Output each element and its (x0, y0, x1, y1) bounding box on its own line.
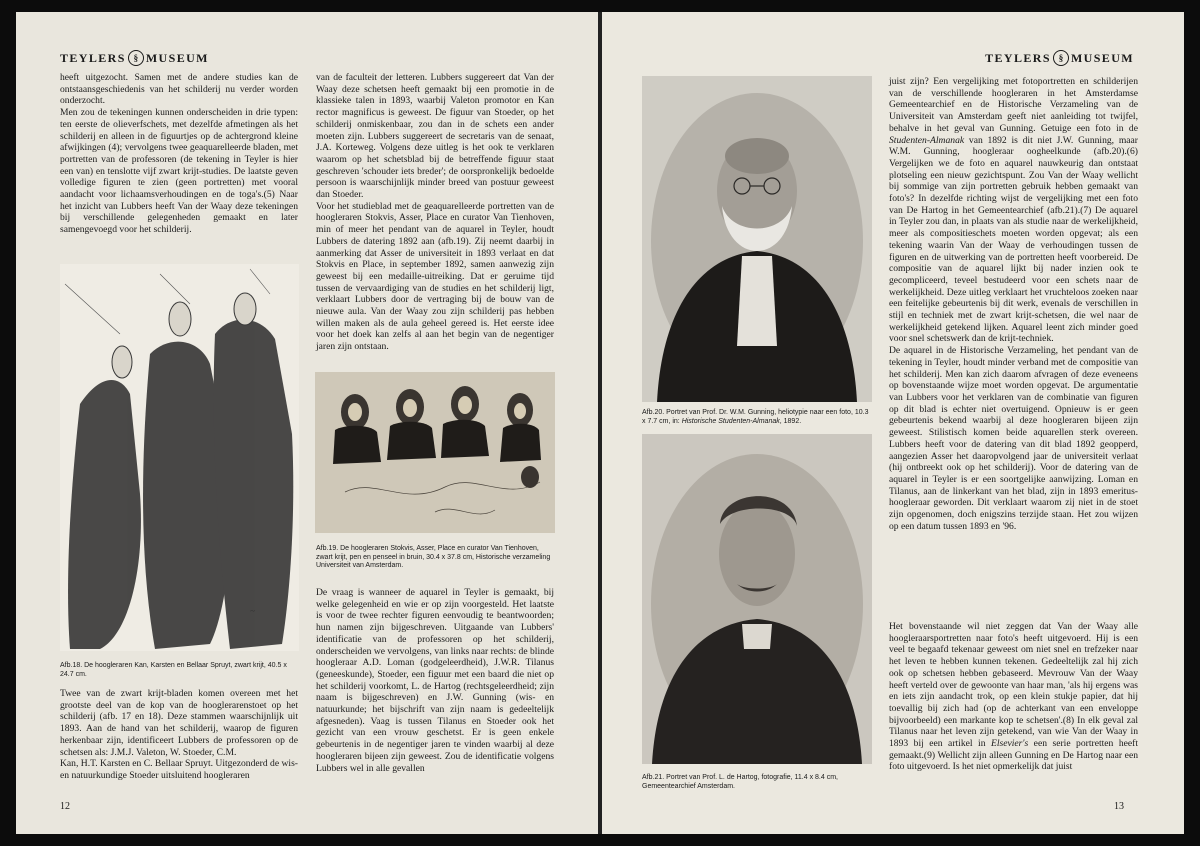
paragraph: heeft uitgezocht. Samen met de andere studies kan de ontstaansgeschiedenis van het schilderij nu verder worden onderzocht. (60, 72, 298, 107)
de-hartog-portrait (642, 434, 872, 764)
svg-text:~: ~ (250, 606, 255, 616)
logo-emblem-icon: § (128, 50, 144, 66)
paragraph: De aquarel in de Historische Verzameling, het pendant van de tekening in Teyler, houdt minder verband met de compositie van het schilderij. Men kan zich daarom afvragen of deze eveneens op bovenstaande wijze moet worden opgevat. De argumentatie van Lubbers voor het verklaren van de combinatie van figuren op dit blad is echter niet overtuigend. Opnieuw is er geen gebeurtenis bekend waarbij al deze hoogleraren bijeen zijn geweest. Stilistisch komen beide aquarellen sterk overeen. Lubbers heeft voor de datering van dit blad 1892 geopperd, aangezien Asser het daaropvolgend jaar de universiteit verlaat (hij ontbreekt ook op het schilderij). Voor de datering van de aquarel in Teyler is er een soortgelijke aanwijzing. Loman en Tilanus, aan de linkerkant van het blad, zijn in 1893 emeritus-hoogleraar geworden. Dit verklaart waarom zij niet in de stoet zijn opgenomen, doch enigszins terzijde staan. Het zou wijzen op een datum tussen 1893 en '96. (889, 345, 1138, 532)
caption-text: Afb.20. Portret van Prof. Dr. W.M. Gunning, heliotypie naar een foto, 10.3 x 7.7 cm, in: (642, 409, 869, 425)
figure-18-caption: Afb.18. De hoogleraren Kan, Karsten en Bellaar Spruyt, zwart krijt, 40.5 x 24.7 cm. (60, 662, 287, 678)
left-column-2-bottom (316, 587, 554, 774)
professors-sketch-drawing (60, 264, 299, 651)
paragraph: Men zou de tekeningen kunnen onderscheiden in drie typen: ten eerste de olieverfschets, met dezelfde afmetingen als het schilderij en alleen in de figuurtjes op de achtergrond kleine afwijkingen (4); vervolgens twee geaquarelleerde bladen, met portretten van de professoren (de tekening in Teyler is hier een van) en tenslotte vijf zwart krijt-studies. De laatste geven volledige figuren te zien (geen portretten) met vooral aandacht voor lichaamsverhoudingen en de toga's.(5) Naar het inzicht van Lubbers heeft Van der Waay deze tekeningen bij verschillende gelegenheden gemaakt en later samengevoegd voor het schilderij. (60, 107, 298, 236)
paragraph: van de faculteit der letteren. Lubbers suggereert dat Van der Waay deze schetsen heeft gemaakt bij een promotie in de klassieke talen in 1893, waarbij Valeton promotor en Kan rector magnificus is geweest. De figuur van Stoeder, op het schilderij onmiskenbaar, zou dan in de schets een ander moeten zijn. Lubbers suggereert de secretaris van de senaat, J.A. Korteweg. Volgens deze uitleg is het ook te verklaren waarom op het schetsblad bij de betreffende figuur staat geschreven 'schouder iets breder'; de oorspronkelijk bedoelde persoon is waarschijnlijk minder breed van postuur geweest dan Stoeder. (316, 72, 554, 201)
paragraph: Twee van de zwart krijt-bladen komen overeen met het grootste deel van de kop van de hooglerarenstoet op het schilderij (afb. 17 en 18). Deze stammen waarschijnlijk uit 1893. Aan de hand van het schilderij, waarop de figuren herkenbaar zijn, identificeert Lubbers de professoren op de schetsen als: J.M.J. Valeton, W. Stoeder, C.M. (60, 688, 298, 758)
logo-text-teylers: TEYLERS (60, 50, 126, 65)
portrait-studies-drawing (315, 372, 555, 533)
figure-20-portrait-photo (642, 76, 872, 402)
right-column-bottom (889, 621, 1138, 773)
page-number: 12 (60, 801, 70, 812)
figure-19-caption: Afb.19. De hoogleraren Stokvis, Asser, Place en curator Van Tienhoven, zwart krijt, pen en penseel in bruin, 30.4 x 37.8 cm, Historische verzameling Universiteit van Amsterdam. (316, 545, 551, 570)
logo-emblem-icon: § (1053, 50, 1069, 66)
caption-text: , 1892. (779, 417, 802, 425)
paragraph-text: van 1892 is dit niet J.W. Gunning, maar W.M. Gunning, hoogleraar oogheelkunde (afb.20).(6) Vergelijken we de foto en aquarel nauwkeurig dan ontstaat plotseling een nieuw gezichtspunt. Zou Van der Waay wellicht bij sommige van zijn portretten gebruik hebben gemaakt van foto's? In dezelfde richting wijst de vergelijking met een foto van De Hartog in het Gemeentearchief (afb.21).(7) De aquarel in Teyler zou dan, in plaats van als studie naar de werkelijkheid, meer als compositieschets moeten worden opgevat; als een tekening waarin Van der Waay de verhoudingen tussen de figuren en de uitwerking van de portretten heeft voorbereid. De compositie van de aquarel lijkt bij nader inzien ook te gecompliceerd, teveel bestudeerd voor een schets naar de werkelijkheid. Deze uitleg verklaart het vruchteloos zoeken naar een feitelijke gebeurtenis bij dit werk, evenals de verschillen in stijl en techniek met de zwart krijt-schetsen, die wel naar de werkelijkheid getekend lijken. Aquarel leent zich minder goed voor snel schetswerk dan de krijt-techniek. (889, 134, 1138, 345)
paragraph: Voor het studieblad met de geaquarelleerde portretten van de hoogleraren Stokvis, Asser, Place en curator Van Tienhoven, min of meer het pendant van de aquarel in Teyler, houdt Lubbers de datering 1892 aan (afb.19). Zij neemt daarbij in aanmerking dat Asser de universiteit in 1893 verlaat en dat Stokvis en Place, in september 1892, samen aanwezig zijn geweest bij een medaille-uitreiking. Dat er geruime tijd tussen de vervaardiging van de studies en het schilderij ligt, verklaart Lubbers door de vertraging bij de bouw van de nieuwe aula. Van der Waay zou zijn schilderij pas hebben willen maken als de aula geheel gereed is. Het eerste idee voor het doek kan zelfs al aan het begin van de negentiger jaren zijn ontstaan. (316, 200, 554, 353)
right-page (602, 12, 1184, 834)
figure-20-caption (642, 409, 872, 426)
figure-21-caption: Afb.21. Portret van Prof. L. de Hartog, fotografie, 11.4 x 8.4 cm, Gemeentearchief Amsterdam. (642, 774, 838, 790)
paragraph-text: juist zijn? Een vergelijking met fotoportretten en schilderijen van de verschillende hoogleraren in het Amsterdamse Gemeentearchief en de Historische Verzameling van de Universiteit van Amsterdam geeft niet aanleiding tot twijfel, behalve in het geval van Gunning. Getuige een foto in de (889, 76, 1138, 134)
teylers-museum-logo (985, 50, 1134, 66)
paragraph (889, 621, 1138, 773)
paragraph: De vraag is wanneer de aquarel in Teyler is gemaakt, bij welke gelegenheid en wie er op zijn voorgesteld. Het laatste is voor de twee rechter figuren eenvoudig te beantwoorden; hun namen zijn bijgeschreven. Uitgaande van Lubbers' identificatie van de professoren op het schilderij, onderscheiden we vervolgens, van links naar rechts: de blinde hoogleraar A.D. Loman (godgeleerdheid), J.W.R. Tilanus (geneeskunde), Stoeder, een figuur met een baard die niet op het schilderij voorkomt, L. de Hartog (rechtsgeleerdheid; zijn naam is bijgeschreven) en J.W. Gunning (wis- en natuurkunde; het bijschrift van zijn naam is gedeeltelijk afgesneden). Vaag is tussen Tilanus en Stoeder ook het gezicht van een vrouw geschetst. Er is geen enkele gebeurtenis in de negentiger jaren te vinden waarbij al deze hoogleraren bijeen zijn geweest. Zou de identificatie volgens Lubbers wel in alle gevallen (316, 587, 554, 774)
left-column-1-bottom (60, 688, 298, 782)
logo-text-museum: MUSEUM (145, 50, 209, 65)
teylers-museum-logo (60, 50, 209, 66)
paragraph: Kan, H.T. Karsten en C. Bellaar Spruyt. Uitgezonderd de wis- en natuurkundige Stoeder uitsluitend hoogleraren (60, 758, 299, 781)
right-column-top (889, 76, 1138, 532)
logo-text-teylers: TEYLERS (985, 50, 1051, 65)
paragraph (889, 76, 1138, 345)
figure-18-sketch (60, 264, 299, 651)
paragraph-text: Het bovenstaande wil niet zeggen dat Van der Waay alle hoogleraarsportretten naar foto's heeft uitgevoerd. Hij is een veel te begaafd tekenaar geweest om niet snel en trefzeker naar het leven te hebben kunnen tekenen. Gedeeltelijk zal hij zich ook op schetsen hebben gebaseerd. Mevrouw Van der Waay heeft verteld over de gewoonte van haar man, 'als hij ergens was en iets zijn aandacht trok, op een klein stukje papier, dat hij toevallig bij zich had (op de achterkant van een enveloppe bijvoorbeeld) een markante kop te schetsen'.(8) In elk geval zal Tilanus naar het leven zijn getekend, van wie Van der Waay in 1893 bij een artikel in (889, 621, 1138, 750)
paragraph-text: een serie portretten heeft gemaakt.(9) Wellicht zijn alleen Gunning en De Hartog naar een foto uitgevoerd. Is het niet opmerkelijk dat juist (889, 738, 1138, 773)
left-page (16, 12, 598, 834)
figure-19-watercolour (315, 372, 555, 533)
italic-title: Elsevier's (990, 738, 1029, 750)
italic-title: Studenten-Almanak (889, 134, 965, 146)
gunning-portrait (642, 76, 872, 402)
caption-italic-text: Historische Studenten-Almanak (681, 417, 780, 425)
page-number: 13 (1114, 801, 1124, 812)
left-column-2-top (316, 72, 554, 353)
left-column-1-top (60, 72, 298, 236)
logo-text-museum: MUSEUM (1070, 50, 1134, 65)
figure-21-portrait-photo (642, 434, 872, 764)
